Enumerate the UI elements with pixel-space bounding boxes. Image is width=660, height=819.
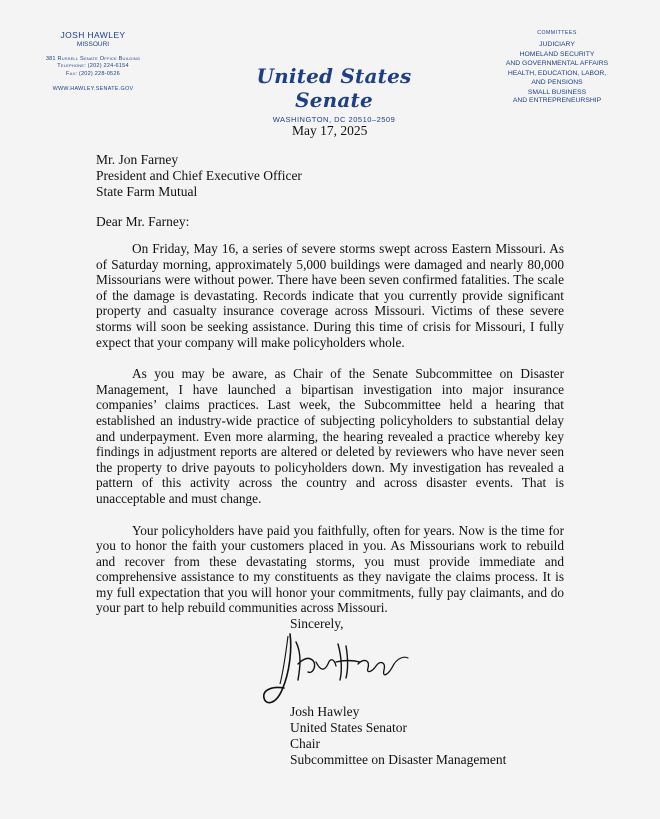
office-fax: Fax: (202) 228-0526	[66, 70, 120, 77]
committee-help	[482, 70, 632, 87]
committees-header: COMMITTEES	[537, 30, 577, 36]
committee-line: AND ENTREPRENEURSHIP	[512, 97, 602, 105]
letter-date: May 17, 2025	[292, 123, 368, 138]
body-paragraph: On Friday, May 16, a series of severe storms swept across Eastern Missouri. As of Saturday morning, approximately 5,000 buildings were damaged and nearly 80,000 Missourians were without power. There have been seven confirmed fatalities. The scale of the damage is devastating. Records indicate that you currently provide significant property and casualty insurance coverage across Missouri. Victims of these severe storms will soon be seeking assistance. During this time of crisis for Missouri, I fully expect that your company will make policyholders whole.	[96, 241, 564, 350]
signature-block	[290, 704, 506, 768]
signer-subcommittee: Subcommittee on Disaster Management	[290, 752, 507, 767]
senator-state: MISSOURI	[76, 41, 110, 48]
senate-title: United States Senate	[256, 64, 412, 112]
office-website: WWW.HAWLEY.SENATE.GOV	[52, 86, 134, 93]
committee-line: AND GOVERNMENTAL AFFAIRS	[505, 59, 609, 67]
senator-name: JOSH HAWLEY	[60, 30, 126, 40]
office-telephone: Telephone: (202) 224-6154	[57, 63, 129, 70]
recipient-title: President and Chief Executive Officer	[96, 168, 302, 183]
committee-small-business	[482, 89, 632, 106]
office-address-line: 381 Russell Senate Office Building	[45, 56, 141, 62]
committee-line: SMALL BUSINESS	[527, 89, 587, 97]
signer-role: Chair	[290, 736, 320, 751]
senate-address: WASHINGTON, DC 20510–2509	[272, 115, 396, 124]
salutation: Dear Mr. Farney:	[96, 214, 190, 229]
recipient-name: Mr. Jon Farney	[96, 152, 179, 167]
committee-line: JUDICIARY	[539, 41, 575, 48]
committee-homeland-security	[482, 51, 632, 68]
signer-name: Josh Hawley	[290, 704, 360, 719]
letterhead-senator-info	[28, 30, 158, 92]
letterhead-seal	[236, 64, 432, 124]
committee-line: HEALTH, EDUCATION, LABOR,	[507, 70, 607, 78]
committee-judiciary	[482, 41, 632, 49]
letter-body	[96, 241, 564, 632]
body-paragraph: Your policyholders have paid you faithfully, often for years. Now is the time for you to honor the faith your customers placed in you. As Missourians work to rebuild and recover from these devastating storms, you must provide immediate and comprehensive assistance to my constituents as they navigate the claims process. It is my full expectation that you will honor your commitments, fully pay claimants, and do your part to help rebuild communities across Missouri.	[96, 522, 564, 616]
office-address	[28, 56, 158, 78]
recipient-address	[96, 152, 302, 200]
letterhead-committees	[482, 30, 632, 108]
body-paragraph: As you may be aware, as Chair of the Senate Subcommittee on Disaster Management, I have launched a bipartisan investigation into major insurance companies’ claims practices. Last week, the Subcommittee held a hearing that established an industry-wide practice of subjecting policyholders to substantial delay and underpayment. Even more alarming, the hearing revealed a practice whereby key findings in adjustment reports are altered or deleted by reviewers who have never seen the property to drive payouts to policyholders down. My investigation has revealed a pattern of this activity across the country and across disaster events. That is unacceptable and must change.	[96, 366, 564, 506]
committee-line: AND PENSIONS	[531, 78, 583, 86]
handwritten-signature	[262, 628, 412, 710]
recipient-company: State Farm Mutual	[96, 184, 198, 199]
committee-line: HOMELAND SECURITY	[519, 51, 595, 59]
signer-title: United States Senator	[290, 720, 407, 735]
closing: Sincerely,	[290, 616, 344, 631]
